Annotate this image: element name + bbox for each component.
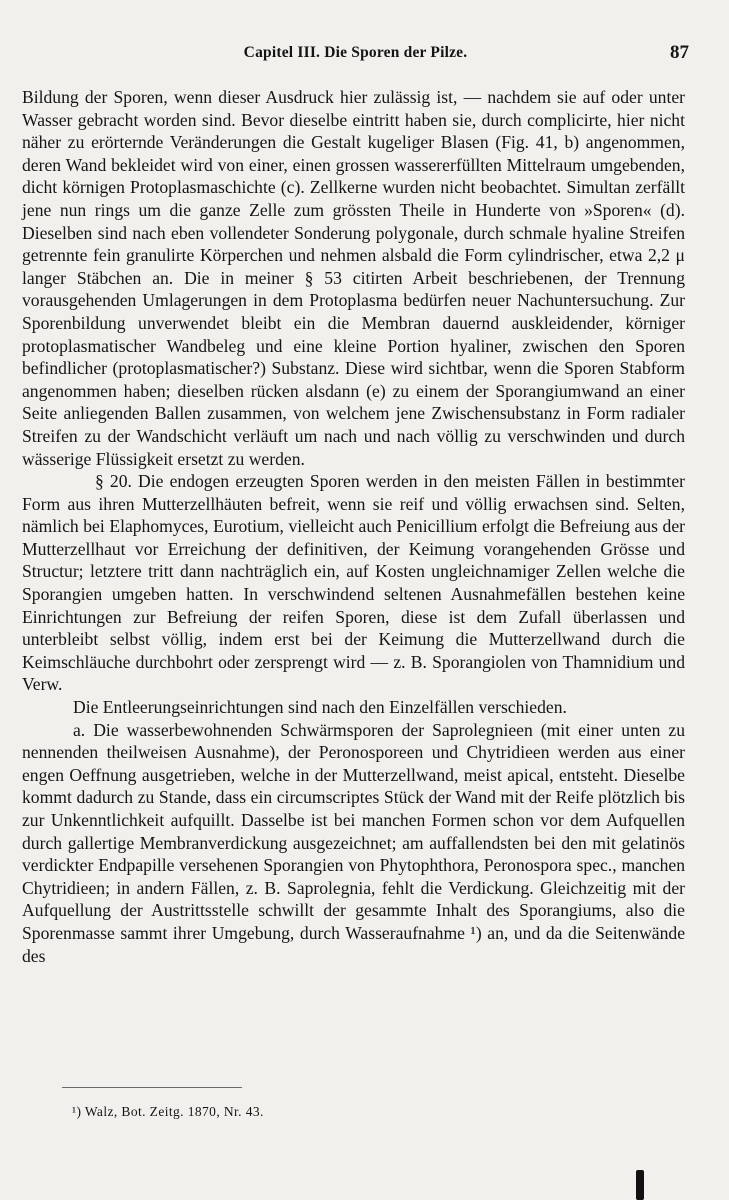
footnote-divider [62,1087,242,1088]
paragraph-intro: Die Entleerungseinrichtungen sind nach den Einzelfällen verschieden. [73,697,567,718]
scan-mark [636,1170,644,1200]
paragraph-section-20: § 20. Die endogen erzeugten Sporen werden in den meisten Fällen in bestimmter Form aus ihren Mutterzellhäuten befreit, wenn sie reif und völlig erwachsen sind. Selten, nämlich bei Elaphomyces, Eurotium, vielleicht auch Penicillium erfolgt die Befreiung aus der Mutterzellhaut vor Erreichung der definitiven, der Keimung vorangehenden Grösse und Structur; letztere tritt dann nachträglich ein, auf Kosten ungleichnamiger Zellen welche die Sporangien umgeben hatten. In verschwindend seltenen Ausnahmefällen bestehen keine Einrichtungen zur Befreiung der reifen Sporen, diese ist dem Zufall überlassen und unterbleibt selbst völlig, indem erst bei der Keimung die Mutterzellwand durch die Keimschläuche durchbohrt oder zersprengt wird — z. B. Sporangiolen von Thamnidium und Verw. [22,471,685,695]
running-header [22,44,689,68]
paragraph-continuation: Bildung der Sporen, wenn dieser Ausdruck hier zulässig ist, — nachdem sie auf oder unter Wasser gebracht worden sind. Bevor dieselbe eintritt haben sie, durch complicirte, hier nicht näher zu erörternde Veränderungen die Gestalt kugeliger Blasen (Fig. 41, b) angenommen, deren Wand bekleidet wird von einer, einen grossen wassererfüllten Mittelraum umgebenden, dicht körnigen Protoplasmaschichte (c). Zellkerne wurden nicht beobachtet. Simultan zerfällt jene nun rings um die ganze Zelle zum grössten Theile in Hunderte von »Sporen« (d). Dieselben sind nach eben vollendeter Sonderung polygonale, durch schmale hyaline Streifen getrennte fein granulirte Körperchen und nehmen alsbald die Form cylindrischer, etwa 2,2 μ langer Stäbchen an. Die in meiner § 53 citirten Arbeit beschriebenen, der Trennung vorausgehenden Umlagerungen in dem Protoplasma bedürfen neuer Nachuntersuchung. Zur Sporenbildung unverwendet bleibt ein die Membran dauernd auskleidender, körniger protoplasmatischer Wandbeleg und eine kleine Portion hyaliner, zwischen den Sporen befindlicher (protoplasmatischer?) Substanz. Diese wird sichtbar, wenn die Sporen Stabform angenommen haben; dieselben rücken alsdann (e) zu einem der Sporangiumwand an einer Seite anliegenden Ballen zusammen, von welchem jene Zwischensubstanz in Form radialer Streifen zu der Wandschicht verläuft um nach und nach völlig zu verschwinden und durch wässerige Flüssigkeit ersetzt zu werden. [22,87,685,469]
body-text [22,86,685,967]
chapter-title: Capitel III. Die Sporen der Pilze. [243,44,468,61]
paragraph-a: a. Die wasserbewohnenden Schwärmsporen der Saprolegnieen (mit einer unten zu nennenden theilweisen Ausnahme), der Peronosporeen und Chytridieen werden aus einer engen Oeffnung ausgetrieben, welche in der Mutterzellwand, meist apical, entsteht. Dieselbe kommt dadurch zu Stande, dass ein circumscriptes Stück der Wand mit der Reife plötzlich bis zur Unkenntlichkeit aufquillt. Dasselbe ist bei manchen Formen schon vor dem Aufquellen durch gallertige Membranverdickung ausgezeichnet; am auffallendsten bei den mit gelatinös verdickter Endpapille versehenen Sporangien von Phytophthora, Peronospora spec., manchen Chytridieen; in andern Fällen, z. B. Saprolegnia, fehlt die Verdickung. Gleichzeitig mit der Aufquellung der Austrittsstelle schwillt der gesammte Inhalt des Sporangiums, also die Sporenmasse sammt ihrer Umgebung, durch Wasseraufnahme ¹) an, und da die Seitenwände des [22,719,685,966]
footnote: ¹) Walz, Bot. Zeitg. 1870, Nr. 43. [72,1104,264,1119]
page-number: 87 [670,42,689,63]
